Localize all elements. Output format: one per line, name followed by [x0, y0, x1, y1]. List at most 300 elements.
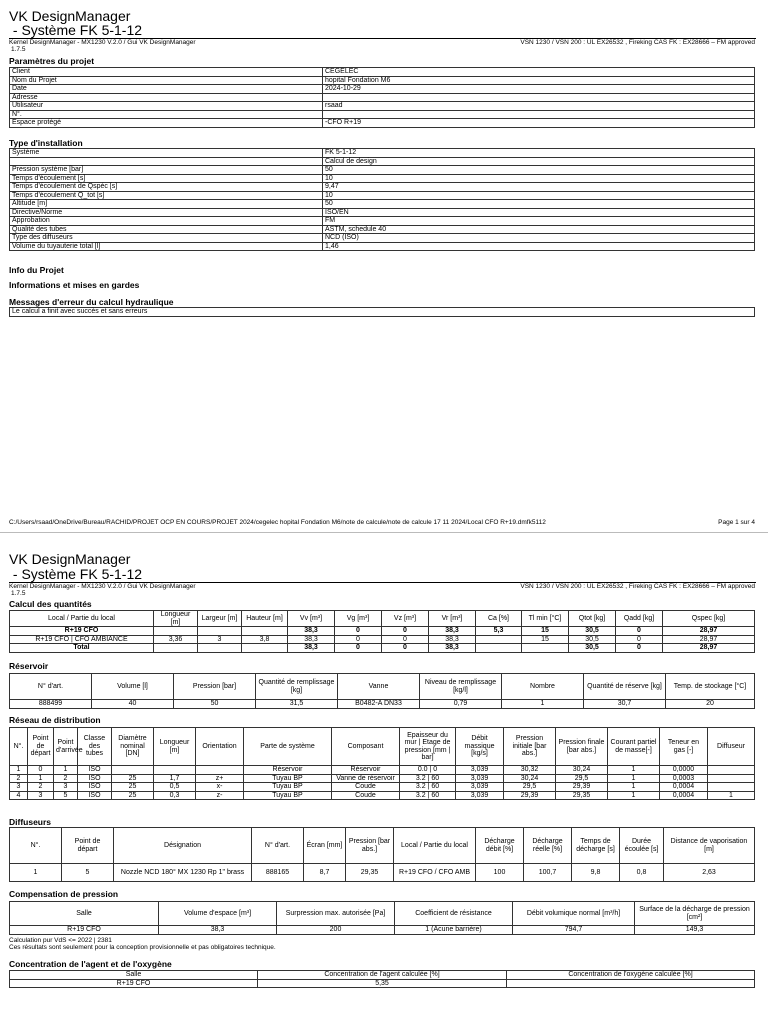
column-header: Vr [m³] [429, 611, 476, 627]
table-cell: ISO [78, 783, 112, 792]
table-cell: 28,97 [663, 635, 755, 644]
table-cell: 3,039 [456, 783, 504, 792]
section-reservoir-heading: Réservoir [9, 661, 49, 671]
table-row [10, 110, 755, 119]
table-row [10, 766, 755, 775]
table-cell: 2 [10, 774, 28, 783]
table-cell: Tuyau BP [244, 791, 332, 800]
table-cell: R+19 CFO [10, 627, 154, 636]
row-value: 9,47 [323, 183, 755, 192]
table-cell: 0,8 [620, 864, 664, 882]
row-value: 10 [323, 174, 755, 183]
column-header: Point de départ [62, 828, 114, 864]
table-row [10, 119, 755, 128]
table-row [10, 76, 755, 85]
table-cell: Total [10, 644, 154, 653]
table-cell: ISO [78, 766, 112, 775]
table-cell [198, 627, 242, 636]
column-header: Pression finale [bar abs.] [556, 728, 608, 766]
column-header: Salle [10, 902, 159, 926]
doc-title-p2: VK DesignManager [9, 551, 131, 567]
column-header: Vz [m³] [382, 611, 429, 627]
table-cell [154, 644, 198, 653]
table-row [10, 200, 755, 209]
table-row [10, 85, 755, 94]
table-cell: 3,039 [456, 774, 504, 783]
column-header: Composant [332, 728, 400, 766]
table-cell: R+19 CFO [10, 926, 159, 935]
column-header: Volume d'espace [m³] [159, 902, 277, 926]
row-label: Espace protégé [10, 119, 323, 128]
column-header: Teneur en gas [-] [660, 728, 708, 766]
column-header: Classe des tubes [78, 728, 112, 766]
table-cell [198, 644, 242, 653]
version-info-p2: 1.7.5 [11, 590, 26, 597]
table-cell [242, 627, 288, 636]
table-cell: 4 [10, 791, 28, 800]
table-cell: Réservoir [244, 766, 332, 775]
reservoir-table [9, 673, 755, 709]
table-cell: Tuyau BP [244, 783, 332, 792]
table-cell: 38,3 [159, 926, 277, 935]
table-row [10, 979, 755, 988]
row-value: NCD (ISO) [323, 234, 755, 243]
table-cell: 31,5 [256, 700, 338, 709]
table-cell: 2,63 [664, 864, 755, 882]
table-cell: 0.0 | 0 [400, 766, 456, 775]
doc-subtitle-p2: - Système FK 5-1-12 [9, 566, 143, 582]
table-cell [507, 979, 755, 988]
row-value: rsaad [323, 102, 755, 111]
column-header: Concentration de l'oxygène calculée [%] [507, 971, 755, 980]
column-header: Orientation [196, 728, 244, 766]
column-header: N°. [10, 828, 62, 864]
table-cell: 0 [382, 627, 429, 636]
table-cell: 20 [666, 700, 755, 709]
table-cell [112, 766, 154, 775]
table-cell: 3 [10, 783, 28, 792]
table-cell: 794,7 [513, 926, 635, 935]
column-header: Débit volumique normal [m³/h] [513, 902, 635, 926]
table-row [10, 635, 755, 644]
row-value: hopital Fondation M6 [323, 76, 755, 85]
column-header: Longueur [m] [154, 611, 198, 627]
table-cell: 28,97 [663, 644, 755, 653]
column-header: Epaisseur du mur | Etage de pression [mm | bar] [400, 728, 456, 766]
table-cell: 50 [174, 700, 256, 709]
table-cell: 0 [616, 627, 663, 636]
table-row [10, 191, 755, 200]
table-cell: 1 [608, 783, 660, 792]
row-label: Approbation [10, 217, 323, 226]
table-cell: 0,0000 [660, 766, 708, 775]
table-cell: 1 [28, 774, 54, 783]
table-row [10, 149, 755, 158]
table-row [10, 225, 755, 234]
column-header: Local / Partie du local [394, 828, 476, 864]
section-comp-heading: Compensation de pression [9, 889, 119, 899]
section-reseau-heading: Réseau de distribution [9, 715, 101, 725]
table-cell: 29,39 [504, 791, 556, 800]
approval-info: VSN 1230 / VSN 200 : UL EX26532 , Fireking CAS FK : EX28666 – FM approved [520, 39, 755, 46]
table-cell: 0 [616, 635, 663, 644]
section-diff-heading: Diffuseurs [9, 817, 52, 827]
table-cell: 1,7 [154, 774, 196, 783]
table-row [10, 157, 755, 166]
row-value: 10 [323, 191, 755, 200]
row-value: FK 5-1-12 [323, 149, 755, 158]
table-cell: 0 [335, 644, 382, 653]
column-header: Temps de décharge [s] [572, 828, 620, 864]
section-params-heading: Paramètres du projet [9, 56, 95, 66]
table-cell: 5 [62, 864, 114, 882]
column-header: Niveau de remplissage [kg/l] [420, 674, 502, 700]
table-cell [154, 766, 196, 775]
table-row [10, 783, 755, 792]
row-label: Qualité des tubes [10, 225, 323, 234]
table-cell: 29,5 [556, 774, 608, 783]
table-row [10, 183, 755, 192]
table-cell: 25 [112, 791, 154, 800]
table-row [10, 926, 755, 935]
column-header: Désignation [114, 828, 252, 864]
column-header: Diamètre nominal [DN] [112, 728, 154, 766]
column-header: N° d'art. [252, 828, 304, 864]
table-cell: 0,79 [420, 700, 502, 709]
table-cell: 100,7 [524, 864, 572, 882]
column-header: Durée écoulée [s] [620, 828, 664, 864]
column-header: Temp. de stockage [°C] [666, 674, 755, 700]
column-header: Qspec [kg] [663, 611, 755, 627]
comp-note-1: Calculation pur VdS <= 2022 | 2381 [9, 937, 112, 944]
column-header: Surface de la décharge de pression [cm²] [635, 902, 755, 926]
table-cell [708, 783, 755, 792]
table-header-row [10, 828, 755, 864]
table-cell: 3,039 [456, 766, 504, 775]
column-header: Quantité de remplissage [kg] [256, 674, 338, 700]
table-cell: 3.2 | 60 [400, 791, 456, 800]
column-header: Décharge débit [%] [476, 828, 524, 864]
table-header-row [10, 728, 755, 766]
table-row [10, 242, 755, 251]
comp-note-2: Ces résultats sont seulement pour la conception provisionnelle et pas obligatoires technique. [9, 944, 276, 951]
row-label: N°. [10, 110, 323, 119]
table-cell: z- [196, 791, 244, 800]
table-cell: ISO [78, 774, 112, 783]
table-header-row [10, 902, 755, 926]
column-header: Vv [m³] [288, 611, 335, 627]
table-cell: 30,5 [569, 635, 616, 644]
row-value: 1,46 [323, 242, 755, 251]
table-cell: 888499 [10, 700, 92, 709]
column-header: Salle [10, 971, 258, 980]
column-header: Courant partiel de masse[-] [608, 728, 660, 766]
table-cell: 30,32 [504, 766, 556, 775]
column-header: Hauteur [m] [242, 611, 288, 627]
row-label: Adresse [10, 93, 323, 102]
table-cell: 5,35 [258, 979, 507, 988]
table-cell: 25 [112, 774, 154, 783]
table-cell [522, 644, 569, 653]
table-cell: 0 [28, 766, 54, 775]
table-header-row [10, 674, 755, 700]
table-header-row [10, 611, 755, 627]
row-value [323, 93, 755, 102]
row-value: Calcul de design [323, 157, 755, 166]
section-info-projet: Info du Projet [9, 265, 64, 275]
row-value: 50 [323, 166, 755, 175]
table-cell: 5,3 [476, 627, 522, 636]
table-row [10, 644, 755, 653]
table-cell: B0482-A DN33 [338, 700, 420, 709]
table-cell: 0 [382, 644, 429, 653]
table-cell: 3 [198, 635, 242, 644]
row-value: FM [323, 217, 755, 226]
table-cell: R+19 CFO [10, 979, 258, 988]
section-install-heading: Type d'installation [9, 138, 83, 148]
comp-table [9, 901, 755, 935]
row-label: Directive/Norme [10, 208, 323, 217]
row-label: Client [10, 68, 323, 77]
table-cell: 3,039 [456, 791, 504, 800]
table-cell: 1 [708, 791, 755, 800]
row-label: Utilisateur [10, 102, 323, 111]
table-cell: 0 [382, 635, 429, 644]
table-cell: 2 [28, 783, 54, 792]
diff-table [9, 827, 755, 882]
table-cell: 3,36 [154, 635, 198, 644]
row-label: Temps d'écoulement [s] [10, 174, 323, 183]
table-cell: 0 [335, 627, 382, 636]
table-cell [154, 627, 198, 636]
section-quant-heading: Calcul des quantités [9, 599, 92, 609]
section-conc-heading: Concentration de l'agent et de l'oxygène [9, 959, 172, 969]
table-cell: 3,8 [242, 635, 288, 644]
table-cell: 1 [54, 766, 78, 775]
table-row [10, 102, 755, 111]
table-cell: 38,3 [288, 627, 335, 636]
row-label: Temps d'écoulement Q_tot [s] [10, 191, 323, 200]
table-cell: Nozzle NCD 180° MX 1230 Rp 1" brass [114, 864, 252, 882]
table-cell: 0 [335, 635, 382, 644]
table-cell: 25 [112, 783, 154, 792]
row-value: 50 [323, 200, 755, 209]
table-cell: 38,3 [429, 627, 476, 636]
errors-table [9, 307, 755, 317]
table-row [10, 68, 755, 77]
column-header: Diffuseur [708, 728, 755, 766]
table-row [10, 234, 755, 243]
row-label: Altitude [m] [10, 200, 323, 209]
table-cell: 30,24 [504, 774, 556, 783]
column-header: Nombre [502, 674, 584, 700]
column-header: Volume [l] [92, 674, 174, 700]
table-cell: Coude [332, 783, 400, 792]
row-value: ASTM, schedule 40 [323, 225, 755, 234]
table-cell: 0,5 [154, 783, 196, 792]
table-cell: 149,3 [635, 926, 755, 935]
table-cell: Coude [332, 791, 400, 800]
table-row [10, 864, 755, 882]
column-header: Longueur [m] [154, 728, 196, 766]
table-cell: Vanne de réservoir [332, 774, 400, 783]
table-cell: z+ [196, 774, 244, 783]
table-cell: 3 [28, 791, 54, 800]
column-header: Décharge réelle [%] [524, 828, 572, 864]
row-value: 2024-10-29 [323, 85, 755, 94]
table-row [10, 217, 755, 226]
table-cell: 38,3 [288, 644, 335, 653]
row-value: -CFO R+19 [323, 119, 755, 128]
table-cell: 3 [54, 783, 78, 792]
table-cell: 2 [54, 774, 78, 783]
table-row [10, 208, 755, 217]
version-info: 1.7.5 [11, 46, 26, 53]
table-row [10, 700, 755, 709]
table-cell: 3.2 | 60 [400, 783, 456, 792]
table-cell: 1 [608, 791, 660, 800]
table-cell: 30,5 [569, 627, 616, 636]
params-table [9, 67, 755, 128]
table-cell: 9,8 [572, 864, 620, 882]
column-header: Parte de système [244, 728, 332, 766]
table-cell: 5 [54, 791, 78, 800]
table-cell: 0,0004 [660, 791, 708, 800]
table-cell: 1 [608, 766, 660, 775]
table-cell [196, 766, 244, 775]
column-header: Coefficient de résistance [395, 902, 513, 926]
table-header-row [10, 971, 755, 980]
row-label: Volume du tuyauterie total [l] [10, 242, 323, 251]
table-cell: 1 (Acune barrière) [395, 926, 513, 935]
kernel-info-p2: Kernel DesignManager - MX1230 V.2.0 / Gui VK DesignManager [9, 583, 196, 590]
column-header: Ca [%] [476, 611, 522, 627]
table-cell: 30,5 [569, 644, 616, 653]
section-errors-heading: Messages d'erreur du calcul hydraulique [9, 297, 174, 307]
column-header: Écran [mm] [304, 828, 346, 864]
table-cell: 15 [522, 635, 569, 644]
row-label: Temps d'écoulement de Qspéc [s] [10, 183, 323, 192]
table-cell: x- [196, 783, 244, 792]
doc-title: VK DesignManager [9, 8, 131, 24]
doc-subtitle: - Système FK 5-1-12 [9, 22, 143, 38]
table-cell: 200 [277, 926, 395, 935]
table-cell: 8,7 [304, 864, 346, 882]
row-label: Date [10, 85, 323, 94]
column-header: N°. [10, 728, 28, 766]
table-cell: 888165 [252, 864, 304, 882]
column-header: Point d'arrivée [54, 728, 78, 766]
conc-table [9, 970, 755, 988]
column-header: Tl min [°C] [522, 611, 569, 627]
table-cell: 30,7 [584, 700, 666, 709]
column-header: Pression initiale [bar abs.] [504, 728, 556, 766]
column-header: Qtot [kg] [569, 611, 616, 627]
approval-info-p2: VSN 1230 / VSN 200 : UL EX26532 , Fireking CAS FK : EX28666 – FM approved [520, 583, 755, 590]
table-cell: 38,3 [429, 635, 476, 644]
column-header: Surpression max. autorisée [Pa] [277, 902, 395, 926]
kernel-info: Kernel DesignManager - MX1230 V.2.0 / Gui VK DesignManager [9, 39, 196, 46]
row-label: Pression système [bar] [10, 166, 323, 175]
table-cell: 100 [476, 864, 524, 882]
column-header: Local / Partie du local [10, 611, 154, 627]
table-cell: 1 [608, 774, 660, 783]
table-cell [476, 635, 522, 644]
table-row [10, 166, 755, 175]
column-header: Distance de vaporisation [m] [664, 828, 755, 864]
row-label: Nom du Projet [10, 76, 323, 85]
table-cell: Tuyau BP [244, 774, 332, 783]
quant-table [9, 610, 755, 653]
errors-text: Le calcul a finit avec succès et sans erreurs [10, 308, 755, 317]
table-cell: 1 [502, 700, 584, 709]
table-cell: 38,3 [429, 644, 476, 653]
row-label: Système [10, 149, 323, 158]
table-cell [242, 644, 288, 653]
table-cell: ISO [78, 791, 112, 800]
table-cell: 29,39 [556, 783, 608, 792]
table-row [10, 627, 755, 636]
table-row [10, 174, 755, 183]
table-cell: 30,24 [556, 766, 608, 775]
column-header: Vanne [338, 674, 420, 700]
reseau-table [9, 727, 755, 800]
table-cell [476, 644, 522, 653]
row-value [323, 110, 755, 119]
table-cell: 3.2 | 60 [400, 774, 456, 783]
table-cell: 40 [92, 700, 174, 709]
table-cell: 29,35 [556, 791, 608, 800]
table-cell: 0,3 [154, 791, 196, 800]
table-cell: 1 [10, 864, 62, 882]
column-header: Pression [bar] [174, 674, 256, 700]
section-mises-en-garde: Informations et mises en gardes [9, 280, 140, 290]
column-header: N° d'art. [10, 674, 92, 700]
column-header: Concentration de l'agent calculée [%] [258, 971, 507, 980]
table-cell [708, 774, 755, 783]
table-cell: 1 [10, 766, 28, 775]
page-number: Page 1 sur 4 [718, 519, 755, 526]
row-value: ISO/EN [323, 208, 755, 217]
table-cell: Réservoir [332, 766, 400, 775]
table-cell: 0 [616, 644, 663, 653]
column-header: Largeur [m] [198, 611, 242, 627]
table-cell: 28,97 [663, 627, 755, 636]
row-value: CEGELEC [323, 68, 755, 77]
table-cell: 0,0003 [660, 774, 708, 783]
table-cell: R+19 CFO / CFO AMB [394, 864, 476, 882]
column-header: Pression [bar abs.] [346, 828, 394, 864]
column-header: Quantité de réserve [kg] [584, 674, 666, 700]
page-2 [0, 532, 768, 1025]
column-header: Qadd [kg] [616, 611, 663, 627]
table-cell: R+19 CFO | CFO AMBIANCE [10, 635, 154, 644]
column-header: Point de départ [28, 728, 54, 766]
table-cell: 38,3 [288, 635, 335, 644]
table-cell: 29,5 [504, 783, 556, 792]
table-cell: 15 [522, 627, 569, 636]
column-header: Débit massique [kg/s] [456, 728, 504, 766]
file-path: C:/Users/rsaad/OneDrive/Bureau/RACHID/PROJET OCP EN COURS/PROJET 2024/cegelec hopital Fondation M6/note de calcule/note de calcule 17 11 2024/Local CFO R+19.dmfk5112 [9, 519, 546, 526]
row-label: Type des diffuseurs [10, 234, 323, 243]
column-header: Vg [m³] [335, 611, 382, 627]
table-cell: 0,0004 [660, 783, 708, 792]
table-row [10, 791, 755, 800]
install-table [9, 148, 755, 251]
table-cell [708, 766, 755, 775]
table-cell: 29,35 [346, 864, 394, 882]
table-row [10, 774, 755, 783]
